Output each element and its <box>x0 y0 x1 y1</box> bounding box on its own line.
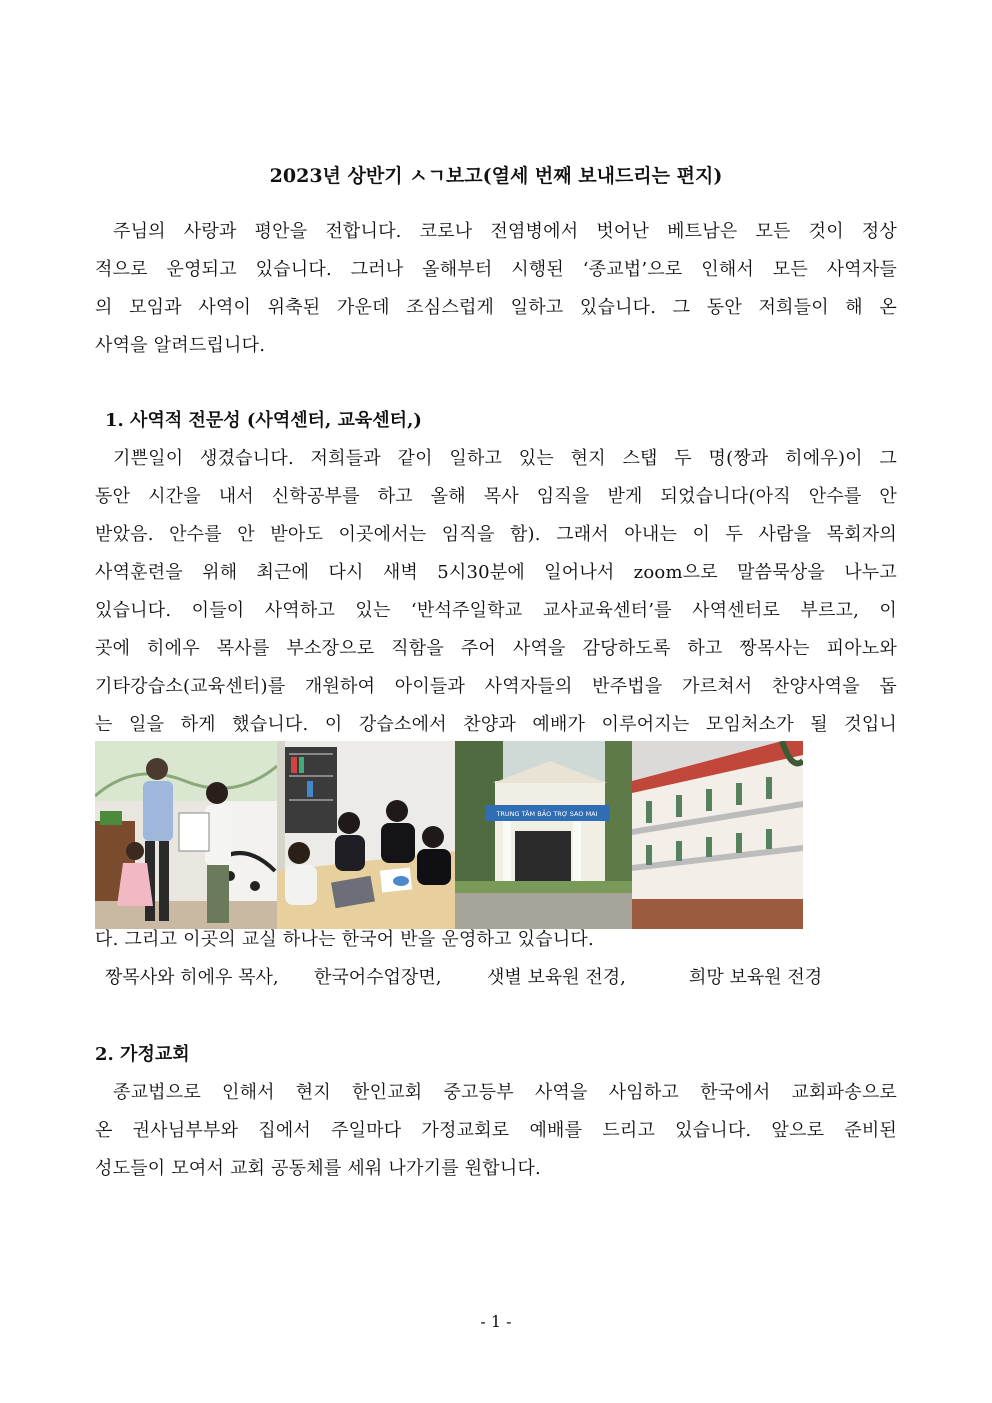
section2-line-1: 종교법으로 인해서 현지 한인교회 중고등부 사역을 사임하고 한국에서 교회파송으로 <box>113 1082 897 1103</box>
photo-sao-mai-center <box>455 741 632 929</box>
section2-heading: 2. 가정교회 <box>95 1044 190 1065</box>
photo-hope-orphanage <box>632 741 803 929</box>
section1-line-3: 받았음. 안수를 안 받아도 이곳에서는 임직을 함). 그래서 아내는 이 두 사람을 목회자의 <box>95 524 897 545</box>
caption-saebyeol-orphanage: 샛별 보육원 전경, <box>487 967 626 988</box>
section2-line-3: 성도들이 모여서 교회 공동체를 세워 나가기를 원합니다. <box>95 1158 541 1179</box>
photo-pastors <box>95 741 277 929</box>
caption-pastors: 짱목사와 히에우 목사, <box>105 967 279 988</box>
section1-continuation: 다. 그리고 이곳의 교실 하나는 한국어 반을 운영하고 있습니다. <box>95 929 594 950</box>
section1-line-6: 곳에 히에우 목사를 부소장으로 직함을 주어 사역을 감당하도록 하고 짱목사는 피아노와 <box>95 638 897 659</box>
caption-hope-orphanage: 희망 보육원 전경 <box>689 967 823 988</box>
section1-line-2: 동안 시간을 내서 신학공부를 하고 올해 목사 임직을 받게 되었습니다(아직 안수를 안 <box>95 486 897 507</box>
page-number: - 1 - <box>480 1312 512 1331</box>
photo-korean-class <box>277 741 455 929</box>
intro-line-4: 사역을 알려드립니다. <box>95 335 266 356</box>
section2-line-2: 온 권사님부부와 집에서 주일마다 가정교회로 예배를 드리고 있습니다. 앞으로 준비된 <box>95 1120 897 1141</box>
intro-line-3: 의 모임과 사역이 위축된 가운데 조심스럽게 일하고 있습니다. 그 동안 저희들이 해 온 <box>95 297 897 318</box>
intro-line-2: 적으로 운영되고 있습니다. 그러나 올해부터 시행된 ‘종교법’으로 인해서 모든 사역자들 <box>95 259 897 280</box>
section1-line-8: 는 일을 하게 했습니다. 이 강습소에서 찬양과 예배가 이루어지는 모임처소가 될 것입니 <box>95 714 897 735</box>
section1-line-4: 사역훈련을 위해 최근에 다시 새벽 5시30분에 일어나서 zoom으로 말씀묵상을 나누고 <box>95 562 897 583</box>
intro-line-1: 주님의 사랑과 평안을 전합니다. 코로나 전염병에서 벗어난 베트남은 모든 것이 정상 <box>113 221 897 242</box>
section1-heading: 1. 사역적 전문성 (사역센터, 교육센터,) <box>105 410 422 431</box>
sao-mai-sign-text: TRUNG TÂM BẢO TRỢ SAO MAI <box>496 810 598 818</box>
photo-strip <box>95 741 803 929</box>
section1-line-1: 기쁜일이 생겼습니다. 저희들과 같이 일하고 있는 현지 스탭 두 명(짱과 히에우)이 그 <box>113 448 897 469</box>
caption-korean-class: 한국어수업장면, <box>314 967 442 988</box>
section1-line-7: 기타강습소(교육센터)를 개원하여 아이들과 사역자들의 반주법을 가르쳐서 찬양사역을 돕 <box>95 676 897 697</box>
section1-line-5: 있습니다. 이들이 사역하고 있는 ‘반석주일학교 교사교육센터’를 사역센터로 부르고, 이 <box>95 600 897 621</box>
document-title: 2023년 상반기 ㅅㄱ보고(열세 번째 보내드리는 편지) <box>269 165 723 187</box>
